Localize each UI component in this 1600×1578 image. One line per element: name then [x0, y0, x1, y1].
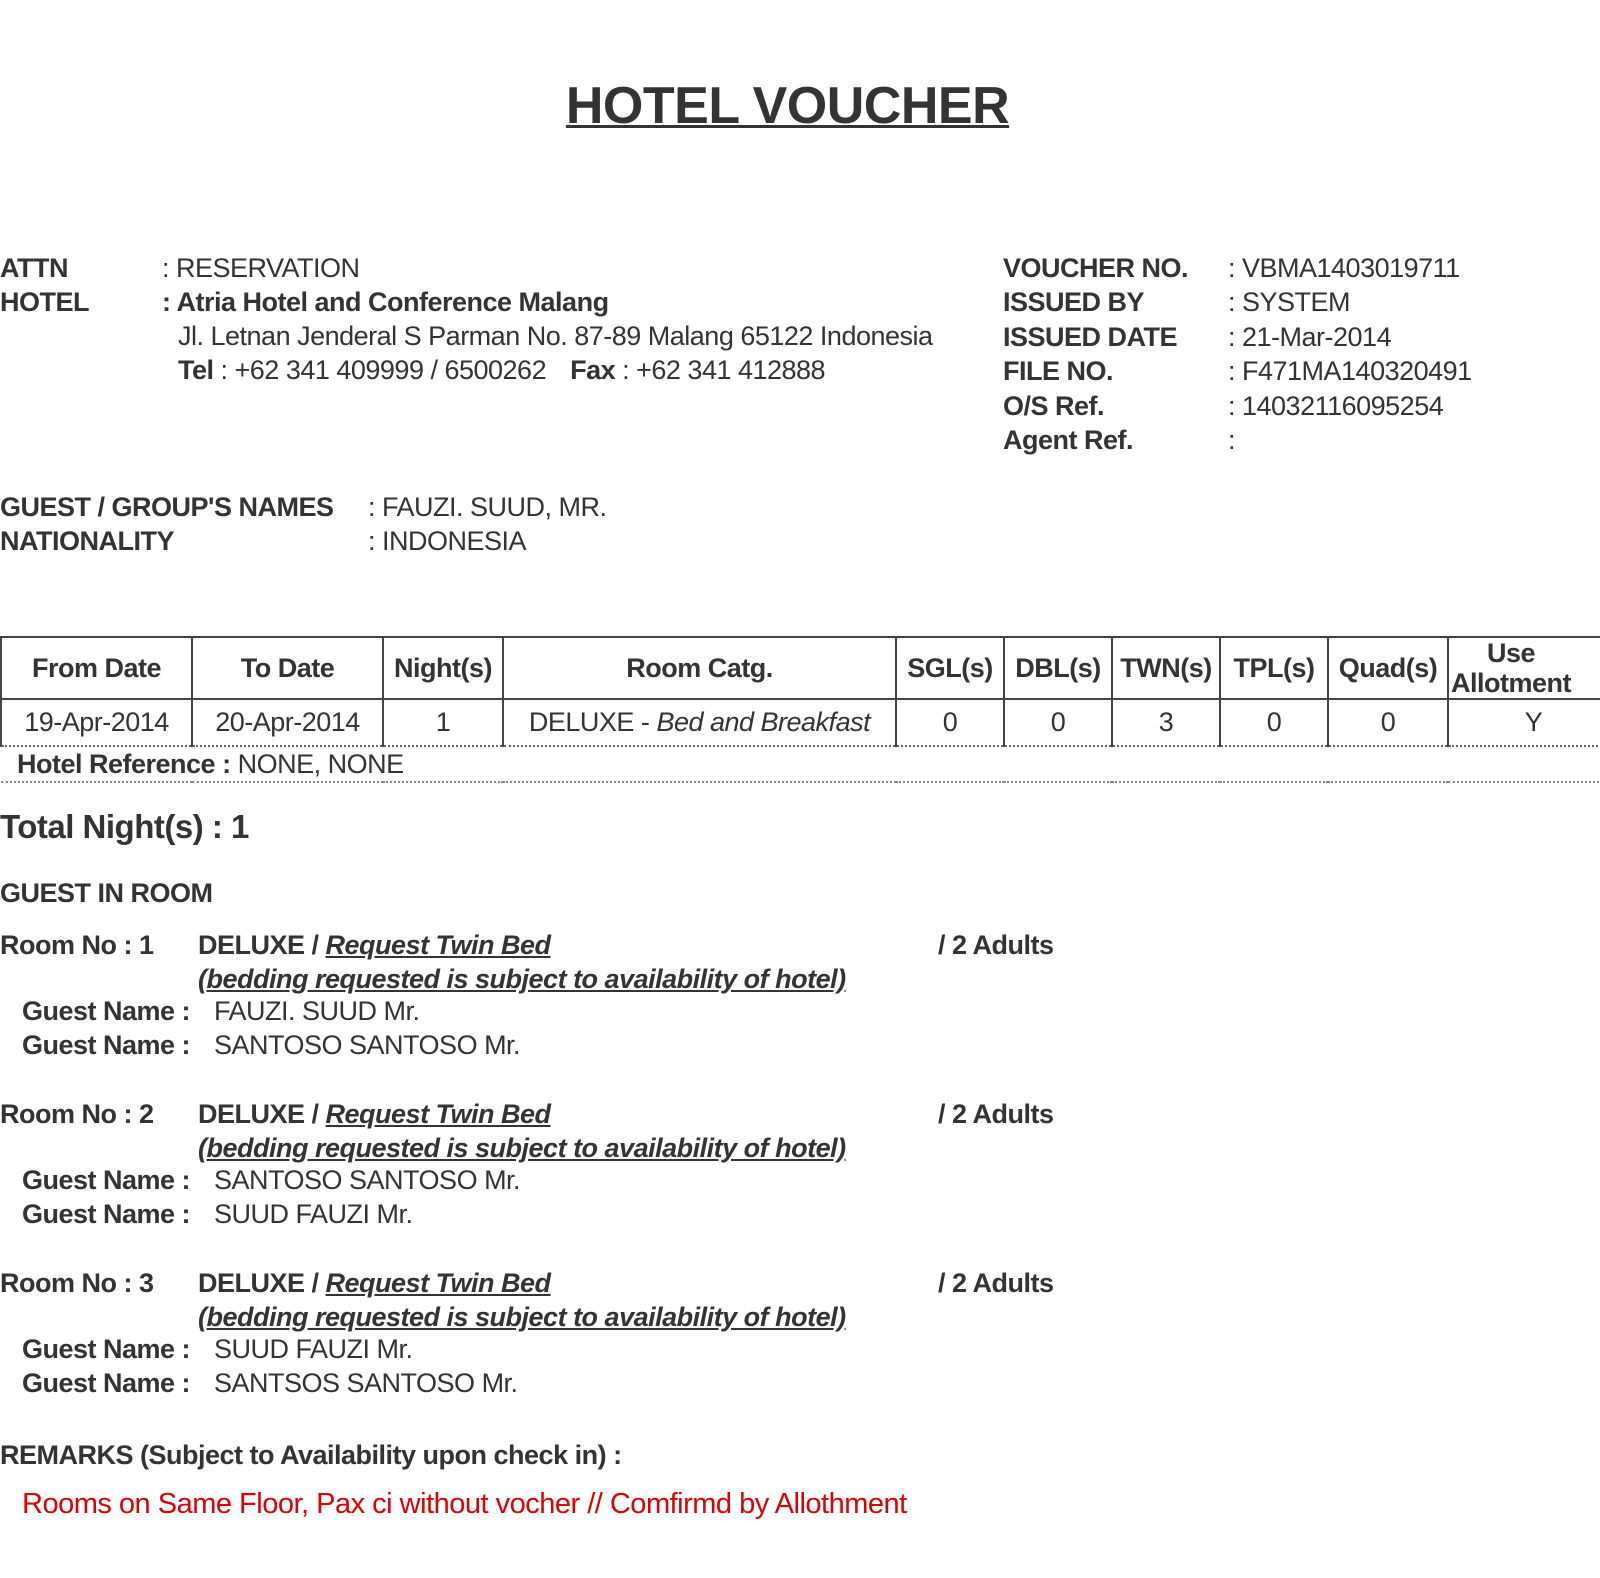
info-label: Agent Ref.	[1003, 425, 1133, 455]
header-sgl: SGL(s)	[896, 637, 1004, 699]
header-dbl: DBL(s)	[1004, 637, 1112, 699]
guest-name: SANTSOS SANTOSO Mr.	[214, 1368, 518, 1398]
room-number: Room No : 3	[0, 1268, 154, 1298]
meal-plan: Bed and Breakfast	[656, 707, 871, 737]
remarks-label: REMARKS (Subject to Availability upon check in) :	[0, 1440, 622, 1470]
room-type	[198, 1268, 551, 1299]
cell-nights: 1	[383, 699, 503, 746]
nationality-value: : INDONESIA	[368, 526, 527, 556]
room-type-text: DELUXE /	[198, 1268, 326, 1298]
guest-in-room-heading: GUEST IN ROOM	[0, 878, 213, 908]
room-number: Room No : 2	[0, 1099, 154, 1129]
cell-from: 19-Apr-2014	[1, 699, 192, 746]
header-allot: Allotment	[1451, 668, 1571, 698]
bed-request: Request Twin Bed	[325, 1099, 551, 1129]
info-value: : 21-Mar-2014	[1228, 321, 1392, 352]
info-value: : VBMA1403019711	[1228, 253, 1460, 283]
table-header	[1, 637, 1600, 699]
header-twn: TWN(s)	[1112, 637, 1220, 699]
hotel-label: HOTEL	[0, 287, 89, 317]
nationality-label: NATIONALITY	[0, 526, 174, 556]
cell-twn: 3	[1112, 699, 1220, 746]
guest-names-label: GUEST / GROUP'S NAMES	[0, 492, 334, 522]
header-nights: Night(s)	[383, 637, 503, 699]
room-type-text: DELUXE /	[198, 1099, 326, 1129]
guest-name: SUUD FAUZI Mr.	[214, 1334, 413, 1364]
cell-dbl: 0	[1004, 699, 1112, 746]
guest-name-label: Guest Name :	[22, 1030, 191, 1060]
hotel-reference	[1, 746, 1600, 782]
room-type-text: DELUXE /	[198, 930, 326, 960]
header-quad: Quad(s)	[1328, 637, 1448, 699]
bed-request: Request Twin Bed	[325, 1268, 551, 1298]
room-type: DELUXE -	[528, 707, 657, 737]
guest-name-label: Guest Name :	[22, 1199, 191, 1229]
cell-to: 20-Apr-2014	[192, 699, 383, 746]
tel-label: Tel	[178, 355, 214, 385]
page-title: HOTEL VOUCHER	[565, 77, 1010, 135]
room-adults: / 2 Adults	[938, 1099, 1054, 1129]
total-nights: Total Night(s) : 1	[0, 808, 249, 845]
guest-name: SUUD FAUZI Mr.	[214, 1199, 413, 1229]
bedding-note: (bedding requested is subject to availability of hotel)	[198, 964, 846, 994]
room-adults: / 2 Adults	[938, 930, 1054, 960]
header-tpl: TPL(s)	[1220, 637, 1328, 699]
room-type	[198, 1099, 551, 1130]
info-value: : F471MA140320491	[1228, 356, 1472, 387]
cell-tpl: 0	[1220, 699, 1328, 746]
guest-name: SANTOSO SANTOSO Mr.	[214, 1165, 521, 1195]
bed-request: Request Twin Bed	[325, 930, 551, 960]
room-type	[198, 930, 551, 961]
tel-value: : +62 341 409999 / 6500262	[213, 355, 547, 385]
room-adults: / 2 Adults	[938, 1268, 1054, 1298]
cell-room	[503, 699, 896, 746]
info-label: ISSUED DATE	[1003, 321, 1178, 352]
info-label: FILE NO.	[1003, 356, 1113, 387]
info-value: : SYSTEM	[1228, 287, 1351, 318]
cell-allot: Y	[1448, 699, 1600, 746]
header-allotment	[1448, 637, 1600, 699]
header-from: From Date	[1, 637, 192, 699]
fax-value: : +62 341 412888	[615, 355, 826, 385]
info-value: :	[1228, 425, 1236, 455]
info-label: O/S Ref.	[1003, 390, 1105, 421]
bedding-note: (bedding requested is subject to availability of hotel)	[198, 1133, 846, 1163]
room-number: Room No : 1	[0, 930, 154, 960]
fax-label: Fax	[570, 355, 616, 385]
guest-names-value: : FAUZI. SUUD, MR.	[368, 492, 607, 522]
booking-table	[0, 636, 1600, 783]
attn-value: : RESERVATION	[162, 253, 360, 283]
hotel-contact	[178, 355, 825, 386]
hotel-name: : Atria Hotel and Conference Malang	[162, 287, 609, 317]
bedding-note: (bedding requested is subject to availability of hotel)	[198, 1302, 846, 1332]
info-label: ISSUED BY	[1003, 287, 1145, 318]
header-to: To Date	[192, 637, 383, 699]
table-row	[1, 699, 1600, 746]
guest-name: FAUZI. SUUD Mr.	[214, 996, 420, 1026]
guest-name-label: Guest Name :	[22, 1165, 191, 1195]
guest-name-label: Guest Name :	[22, 1334, 191, 1364]
header-use: Use	[1487, 638, 1536, 668]
ref-value: NONE, NONE	[230, 748, 404, 779]
cell-quad: 0	[1328, 699, 1448, 746]
hotel-reference-row	[1, 746, 1600, 782]
guest-name: SANTOSO SANTOSO Mr.	[214, 1030, 521, 1060]
header-room: Room Catg.	[503, 637, 896, 699]
ref-label: Hotel Reference :	[17, 748, 231, 779]
guest-name-label: Guest Name :	[22, 996, 191, 1026]
remarks-text: Rooms on Same Floor, Pax ci without vocher // Comfirmd by Allothment	[22, 1488, 907, 1520]
cell-sgl: 0	[896, 699, 1004, 746]
info-value: : 14032116095254	[1228, 390, 1444, 421]
guest-name-label: Guest Name :	[22, 1368, 191, 1398]
hotel-address: Jl. Letnan Jenderal S Parman No. 87-89 Malang 65122 Indonesia	[178, 321, 933, 351]
info-label: VOUCHER NO.	[1003, 253, 1189, 283]
attn-label: ATTN	[0, 253, 68, 283]
